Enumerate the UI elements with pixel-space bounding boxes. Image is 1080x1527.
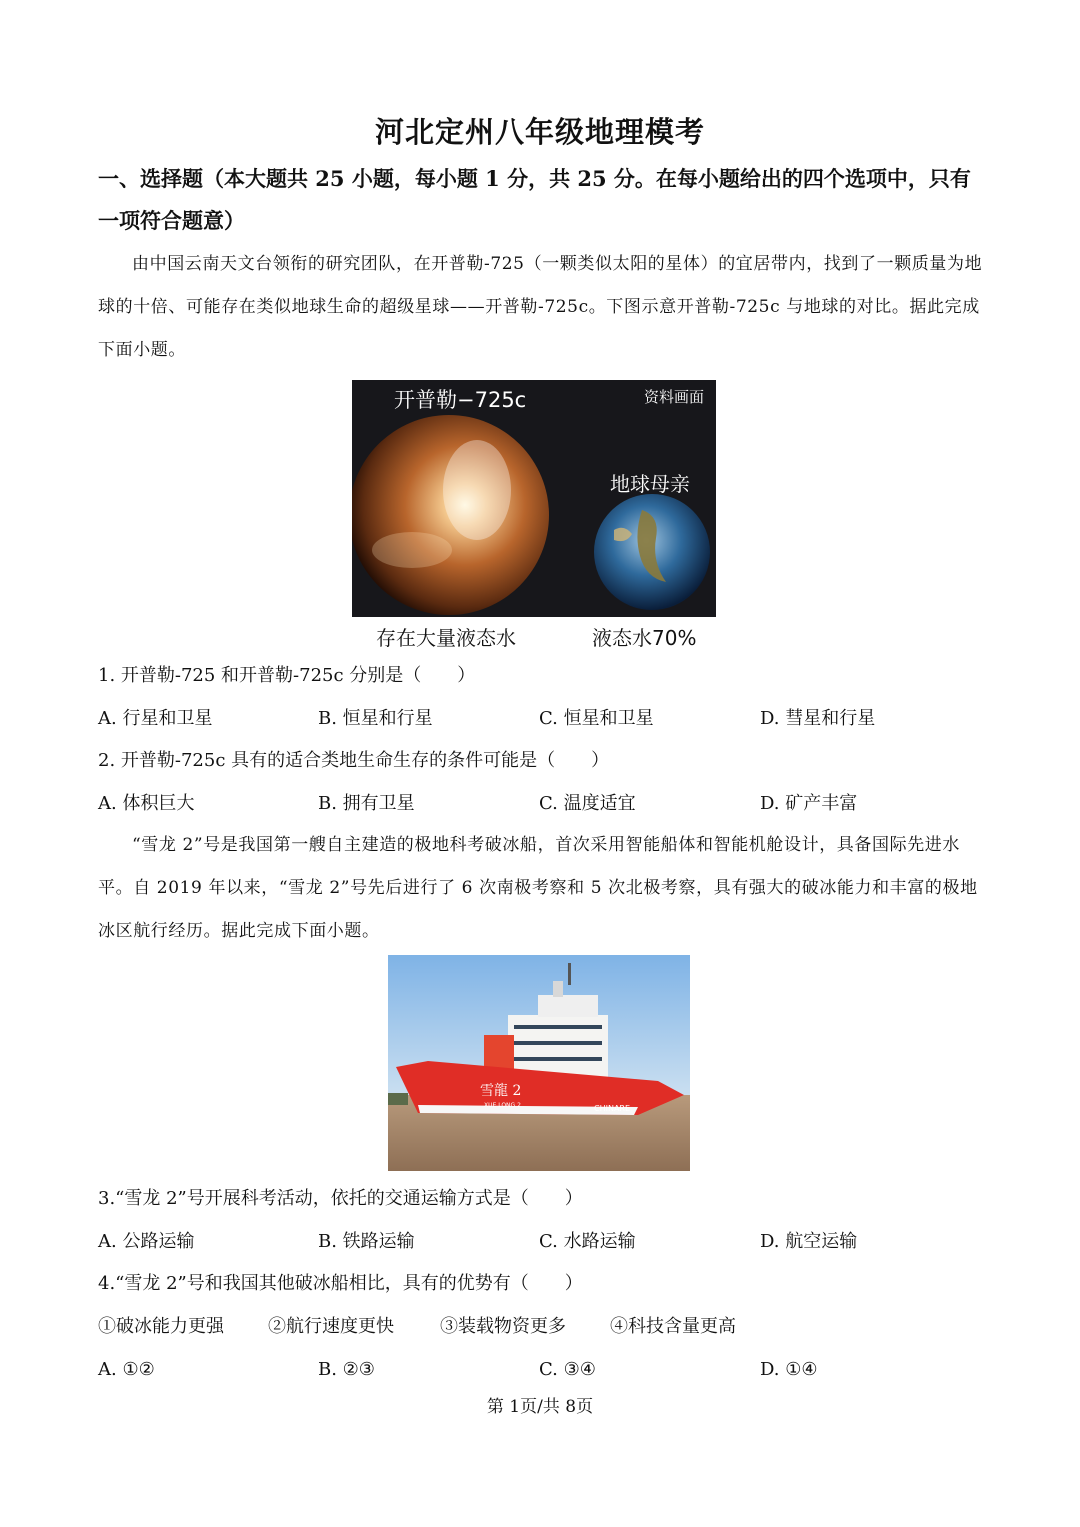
icebreaker-photo — [388, 955, 690, 1171]
q3-option-d: D. 航空运输 — [760, 1231, 858, 1252]
planets-illustration — [352, 380, 716, 617]
earth-caption: 液态水70% — [592, 626, 697, 650]
q3-option-b: B. 铁路运输 — [318, 1231, 415, 1252]
q3-option-c: C. 水路运输 — [539, 1231, 636, 1252]
q1-option-a: A. 行星和卫星 — [98, 708, 213, 729]
q3-option-a: A. 公路运输 — [98, 1231, 195, 1252]
question-2-stem: 2. 开普勒-725c 具有的适合类地生命生存的条件可能是（ ） — [98, 750, 610, 771]
q4-option-a: A. ①② — [98, 1359, 155, 1380]
q2-option-a: A. 体积巨大 — [98, 793, 195, 814]
q1-option-c: C. 恒星和卫星 — [539, 708, 654, 729]
q4-statement-2: ②航行速度更快 — [268, 1316, 394, 1337]
q2-option-c: C. 温度适宜 — [539, 793, 636, 814]
section-heading: 一、选择题（本大题共 25 小题，每小题 1 分，共 25 分。在每小题给出的四个选项中，只有一项符合题意） — [98, 166, 971, 233]
q4-option-d: D. ①④ — [760, 1359, 818, 1380]
question-1-stem: 1. 开普勒-725 和开普勒-725c 分别是（ ） — [98, 665, 476, 686]
q4-option-b: B. ②③ — [318, 1359, 375, 1380]
q1-option-d: D. 彗星和行星 — [760, 708, 876, 729]
hull-subtext: XUE LONG 2 — [484, 1102, 521, 1109]
question-4-stem: 4.“雪龙 2”号和我国其他破冰船相比，具有的优势有（ ） — [98, 1273, 583, 1294]
question-3-stem: 3.“雪龙 2”号开展科考活动，依托的交通运输方式是（ ） — [98, 1188, 583, 1209]
ship-illustration — [388, 955, 690, 1171]
q2-option-d: D. 矿产丰富 — [760, 793, 858, 814]
kepler-label: 开普勒−725c — [394, 388, 527, 412]
hull-brand: CHINARE — [594, 1104, 631, 1113]
q1-option-b: B. 恒星和行星 — [318, 708, 433, 729]
material-label: 资料画面 — [643, 388, 704, 406]
q4-statement-3: ③装载物资更多 — [440, 1316, 566, 1337]
page-footer: 第 1页/共 8页 — [486, 1397, 594, 1417]
q2-option-b: B. 拥有卫星 — [318, 793, 415, 814]
passage-kepler: 由中国云南天文台领衔的研究团队，在开普勒-725（一颗类似太阳的星体）的宜居带内，找到了一颗质量为地球的十倍、可能存在类似地球生命的超级星球——开普勒-725c。下图示意开普勒-725c 与地球的对比。据此完成下面小题。 — [98, 254, 983, 360]
q4-statement-4: ④科技含量更高 — [610, 1316, 736, 1337]
q4-statement-1: ①破冰能力更强 — [98, 1316, 224, 1337]
kepler-earth-figure — [352, 380, 716, 617]
earth-label: 地球母亲 — [610, 472, 690, 496]
q4-option-c: C. ③④ — [539, 1359, 596, 1380]
passage-xuelong: “雪龙 2”号是我国第一艘自主建造的极地科考破冰船，首次采用智能船体和智能机舱设计，具备国际先进水平。自 2019 年以来，“雪龙 2”号先后进行了 6 次南极考察和 5 次北极考察，具有强大的破冰能力和丰富的极地冰区航行经历。据此完成下面小题。 — [98, 835, 978, 941]
hull-name: 雪龍 2 — [480, 1083, 522, 1099]
kepler-caption: 存在大量液态水 — [376, 626, 516, 650]
page-title: 河北定州八年级地理模考 — [374, 115, 705, 149]
